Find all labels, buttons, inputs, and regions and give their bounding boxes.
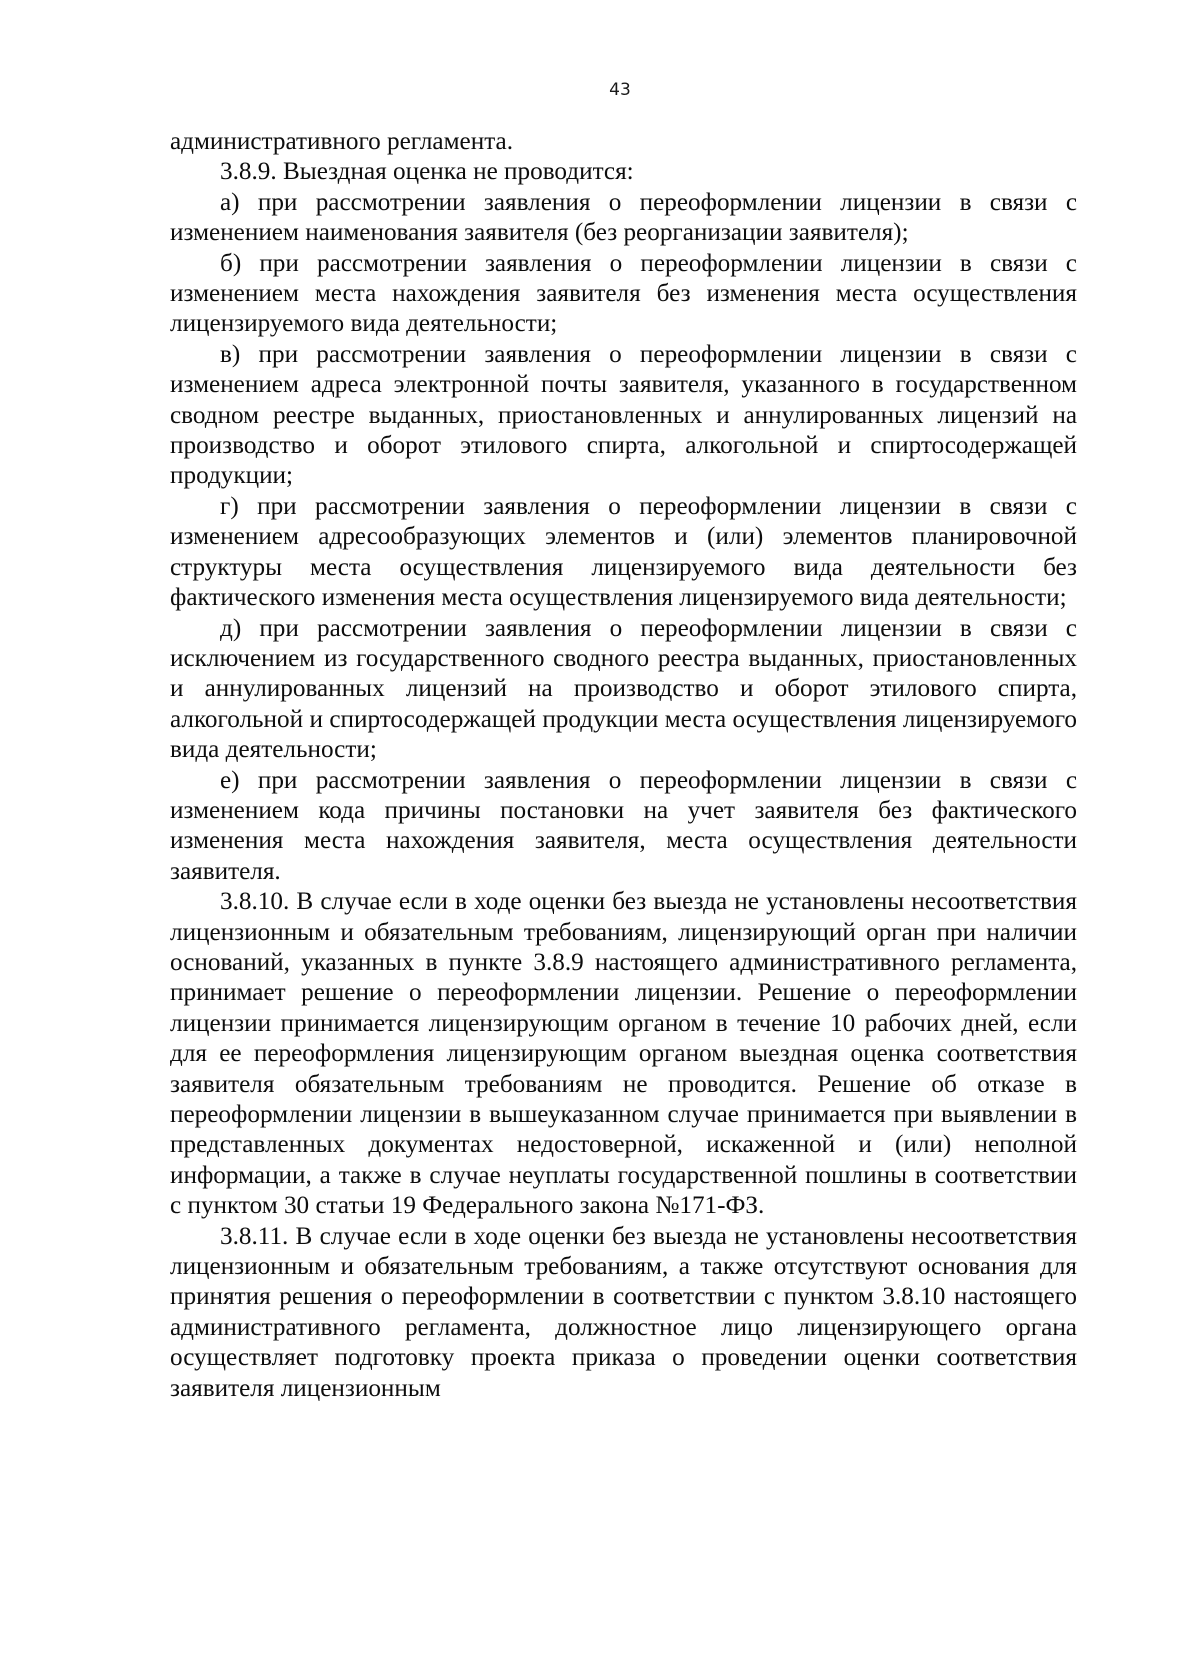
paragraph-item-d: д) при рассмотрении заявления о переоформлении лицензии в связи с исключением из государственного сводного реестра выданных, приостановленных и аннулированных лицензий на производство и оборот этилового спирта, алкогольной и спиртосодержащей продукции места осуществления лицензируемого вида деятельности; — [170, 614, 1077, 764]
paragraph-item-b: б) при рассмотрении заявления о переоформлении лицензии в связи с изменением места нахождения заявителя без изменения места осуществления лицензируемого вида деятельности; — [170, 249, 1077, 338]
paragraph-3-8-10: 3.8.10. В случае если в ходе оценки без выезда не установлены несоответствия лицензионным и обязательным требованиям, лицензирующий орган при наличии оснований, указанных в пункте 3.8.9 настоящего административного регламента, принимает решение о переоформлении лицензии. Решение о переоформлении лицензии принимается лицензирующим органом в течение 10 рабочих дней, если для ее переоформления лицензирующим органом выездная оценка соответствия заявителя обязательным требованиям не проводится. Решение об отказе в переоформлении лицензии в вышеуказанном случае принимается при выявлении в представленных документах недостоверной, искаженной и (или) неполной информации, а также в случае неуплаты государственной пошлины в соответствии с пунктом 30 статьи 19 Федерального закона №171-ФЗ. — [170, 888, 1077, 1220]
paragraph-continuation: административного регламента. — [170, 128, 513, 155]
paragraph-item-e: е) при рассмотрении заявления о переоформлении лицензии в связи с изменением кода причины постановки на учет заявителя без фактического изменения места нахождения заявителя, места осуществления деятельности заявителя. — [170, 766, 1077, 885]
page-number: 43 — [609, 80, 631, 100]
paragraph-item-v: в) при рассмотрении заявления о переоформлении лицензии в связи с изменением адреса электронной почты заявителя, указанного в государственном сводном реестре выданных, приостановленных и аннулированных лицензий на производство и оборот этилового спирта, алкогольной и спиртосодержащей продукции; — [170, 340, 1077, 490]
paragraph-3-8-11: 3.8.11. В случае если в ходе оценки без выезда не установлены несоответствия лицензионным и обязательным требованиям, а также отсутствуют основания для принятия решения о переоформлении в соответствии с пунктом 3.8.10 настоящего административного регламента, должностное лицо лицензирующего органа осуществляет подготовку проекта приказа о проведении оценки соответствия заявителя лицензионным — [170, 1222, 1077, 1402]
document-body — [170, 127, 1077, 1404]
paragraph-3-8-9: 3.8.9. Выездная оценка не проводится: — [220, 158, 634, 186]
paragraph-item-g: г) при рассмотрении заявления о переоформлении лицензии в связи с изменением адресообразующих элементов и (или) элементов планировочной структуры места осуществления лицензируемого вида деятельности без фактического изменения места осуществления лицензируемого вида деятельности; — [170, 492, 1077, 612]
paragraph-item-a: а) при рассмотрении заявления о переоформлении лицензии в связи с изменением наименования заявителя (без реорганизации заявителя); — [170, 188, 1077, 247]
